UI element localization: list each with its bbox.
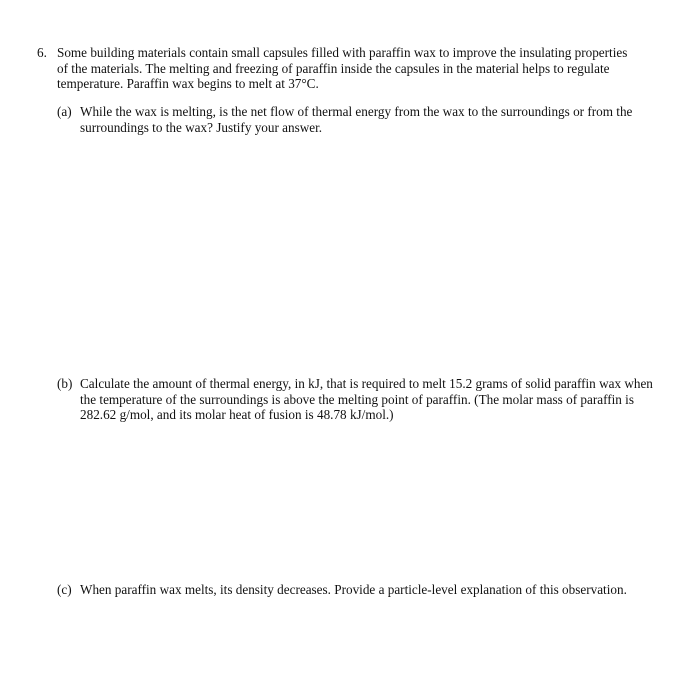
part-line: Calculate the amount of thermal energy, in kJ, that is required to melt 15.2 grams of solid paraffin wax when xyxy=(80,376,653,391)
stem-line: temperature. Paraffin wax begins to melt at 37°C. xyxy=(57,76,319,91)
part-a-text xyxy=(80,104,632,135)
stem-line: Some building materials contain small capsules filled with paraffin wax to improve the insulating properties xyxy=(57,45,628,60)
part-b-text xyxy=(80,376,653,423)
part-c-label: (c) xyxy=(57,582,72,597)
question-number: 6. xyxy=(37,45,47,60)
stem-line: of the materials. The melting and freezing of paraffin inside the capsules in the material helps to regulate xyxy=(57,60,610,76)
question-stem xyxy=(57,45,627,92)
part-line: surroundings to the wax? Justify your answer. xyxy=(80,119,323,135)
part-line: While the wax is melting, is the net flow of thermal energy from the wax to the surroundings or from the xyxy=(80,104,633,119)
part-line: 282.62 g/mol, and its molar heat of fusion is 48.78 kJ/mol.) xyxy=(80,407,394,422)
part-c-text xyxy=(80,582,627,598)
part-b-label: (b) xyxy=(57,376,73,391)
part-line: the temperature of the surroundings is above the melting point of paraffin. (The molar mass of paraffin is xyxy=(80,391,634,407)
part-line: When paraffin wax melts, its density decreases. Provide a particle-level explanation of this observation. xyxy=(80,582,627,597)
part-a-label: (a) xyxy=(57,104,72,119)
